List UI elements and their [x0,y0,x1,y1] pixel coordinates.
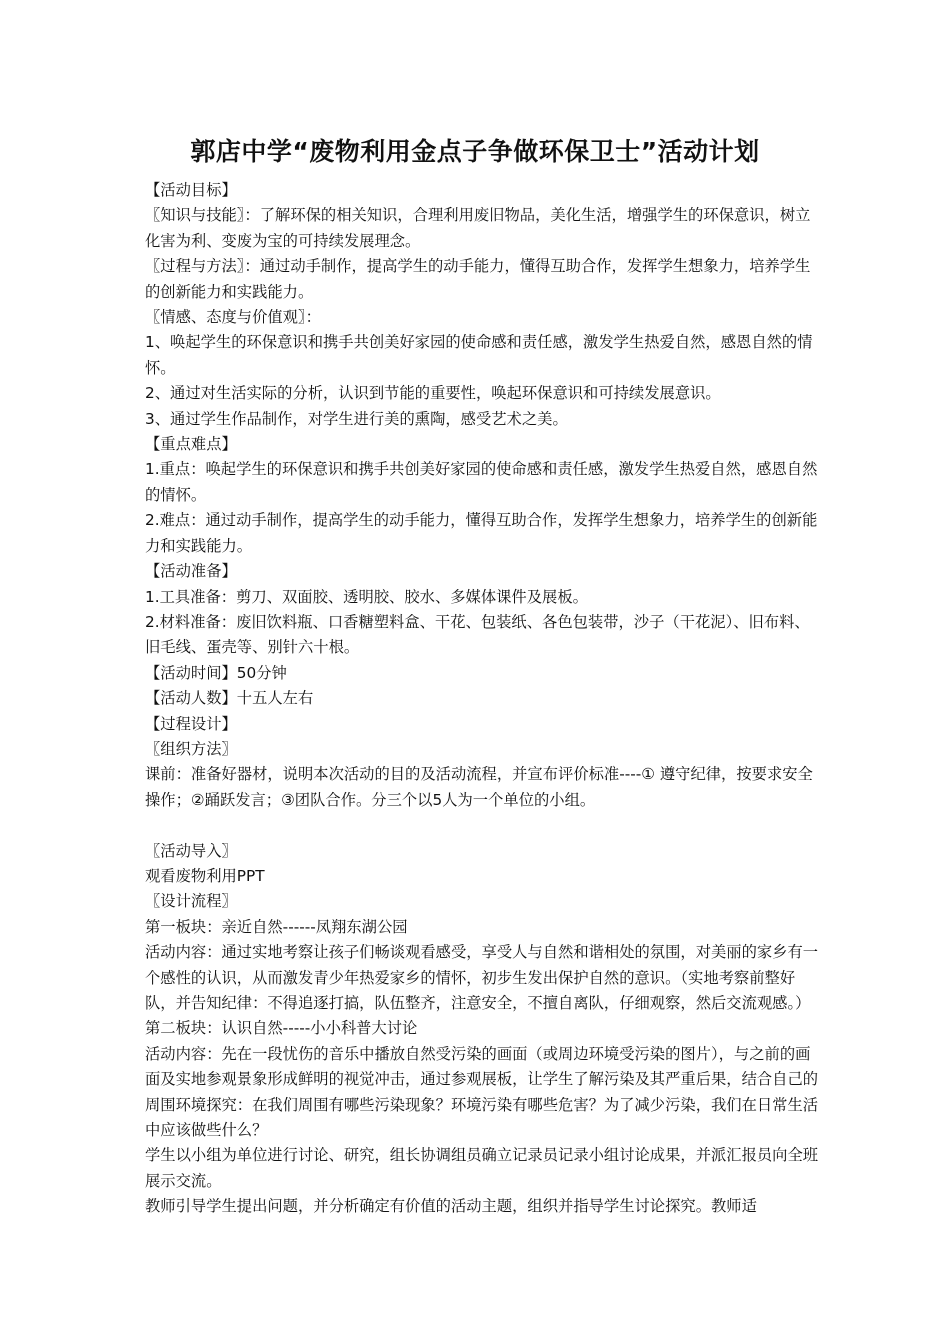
paragraph: 〖知识与技能〗：了解环保的相关知识，合理利用废旧物品，美化生活，增强学生的环保意识，树立化害为利、变废为宝的可持续发展理念。 [145,206,811,250]
paragraph: 〖情感、态度与价值观〗： [145,308,321,327]
blank-line [145,813,820,838]
paragraph: 【活动时间】50分钟 [145,663,287,682]
paragraph: 第二板块：认识自然-----小小科普大讨论 [145,1019,418,1038]
paragraph: 2.材料准备：废旧饮料瓶、口香糖塑料盒、干花、包装纸、各色包装带，沙子（干花泥）、旧布料、旧毛线、蛋壳等、别针六十根。 [145,612,810,657]
paragraph: 【过程设计】 [145,714,237,733]
paragraph: 【重点难点】 [145,435,237,454]
paragraph: 1.工具准备：剪刀、双面胶、透明胶、胶水、多媒体课件及展板。 [145,587,588,606]
document-body [145,178,820,1220]
paragraph: 【活动目标】 [145,181,237,199]
paragraph: 活动内容：通过实地考察让孩子们畅谈观看感受，享受人与自然和谐相处的氛围，对美丽的家乡有一个感性的认识，从而激发青少年热爱家乡的情怀，初步生发出保护自然的意识。（实地考察前整好队，并告知纪律：不得追逐打搞，队伍整齐，注意安全，不擅自离队，仔细观察，然后交流观感。） [145,943,819,1012]
paragraph: 课前：准备好器材，说明本次活动的目的及活动流程，并宣布评价标准----① 遵守纪律，按要求安全操作；②踊跃发言；③团队合作。分三个以5人为一个单位的小组。 [145,765,813,809]
paragraph: 2.难点：通过动手制作，提高学生的动手能力，懂得互助合作，发挥学生想象力，培养学生的创新能力和实践能力。 [145,511,818,555]
paragraph: 〖设计流程〗 [145,892,237,911]
paragraph: 〖组织方法〗 [145,739,237,758]
paragraph: 3、通过学生作品制作，对学生进行美的熏陶，感受艺术之美。 [145,409,568,428]
paragraph: 观看废物利用PPT [145,866,265,885]
paragraph: 〖活动导入〗 [145,841,237,860]
document-title: 郭店中学“废物利用金点子争做环保卫士”活动计划 [190,137,760,166]
paragraph: 【活动准备】 [145,562,237,581]
paragraph: 【活动人数】十五人左右 [145,689,314,708]
paragraph: 〖过程与方法〗：通过动手制作，提高学生的动手能力，懂得互助合作，发挥学生想象力，培养学生的创新能力和实践能力。 [145,257,811,301]
paragraph: 2、通过对生活实际的分析，认识到节能的重要性，唤起环保意识和可持续发展意识。 [145,384,721,403]
paragraph: 第一板块：亲近自然------凤翔东湖公园 [145,917,408,936]
paragraph: 学生以小组为单位进行讨论、研究，组长协调组员确立记录员记录小组讨论成果，并派汇报员向全班展示交流。 [145,1146,819,1190]
paragraph: 1、唤起学生的环保意识和携手共创美好家园的使命感和责任感，激发学生热爱自然，感恩自然的情怀。 [145,333,813,377]
paragraph: 1.重点：唤起学生的环保意识和携手共创美好家园的使命感和责任感，激发学生热爱自然，感恩自然的情怀。 [145,460,818,504]
paragraph: 教师引导学生提出问题，并分析确定有价值的活动主题，组织并指导学生讨论探究。教师适 [145,1197,757,1216]
paragraph: 活动内容：先在一段忧伤的音乐中播放自然受污染的画面（或周边环境受污染的图片），与之前的画面及实地参观景象形成鲜明的视觉冲击，通过参观展板，让学生了解污染及其严重后果，结合自己的周围环境探究：在我们周围有哪些污染现象？环境污染有哪些危害？为了减少污染，我们在日常生活中应该做些什么？ [145,1044,819,1140]
